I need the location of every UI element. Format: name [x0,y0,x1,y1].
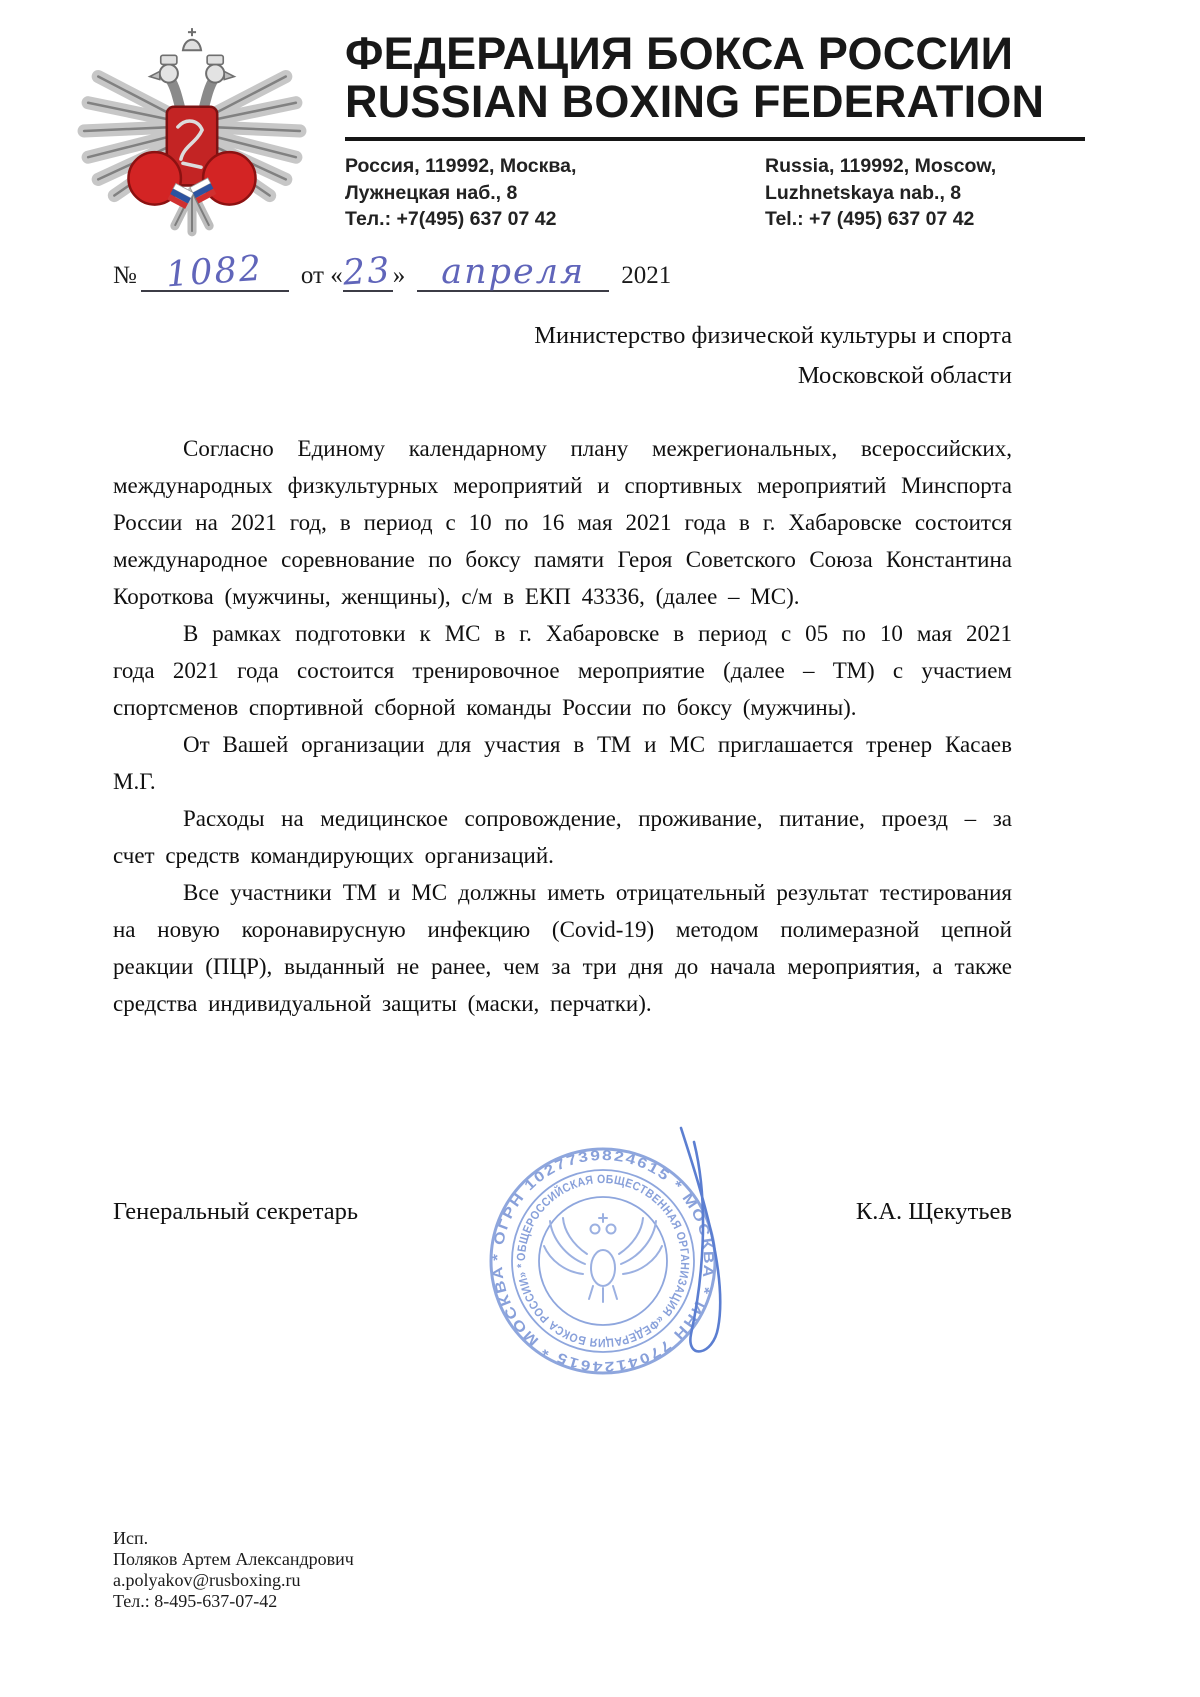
letter-number-field [141,248,289,296]
year-label: 2021 [621,262,672,289]
body-paragraph: В рамках подготовки к МС в г. Хабаровске в период с 05 по 10 мая 2021 года 2021 года состоится тренировочное мероприятие (далее – ТМ) с участием спортсменов спортивной сборной команды России по боксу (мужчины). [113,621,1012,720]
address-english [765,153,996,231]
executor-line: Тел.: 8-495-637-07-42 [113,1591,278,1611]
body-paragraph: Согласно Единому календарному плану межрегиональных, всероссийских, международных физкультурных мероприятий и спортивных мероприятий Минспорта России на 2021 год, в период с 10 по 16 мая 2021 года в г. Хабаровске состоится международное соревнование по боксу памяти Героя Советского Союза Константина Короткова (мужчины, женщины), с/м в ЕКП 43336, (далее – МС). [113,436,1012,609]
header-divider [345,137,1085,141]
address-line: Россия, 119992, Москва, [345,155,577,178]
addressee-line-2: Московской области [797,362,1012,389]
signatory-role: Генеральный секретарь [113,1198,359,1225]
handwritten-number: 1082 [165,248,265,296]
body-paragraph: От Вашей организации для участия в ТМ и МС приглашается тренер Касаев М.Г. [113,732,1012,794]
address-line: Тел.: +7(495) 637 07 42 [345,207,557,230]
body-paragraph: Расходы на медицинское сопровождение, проживание, питание, проезд – за счет средств командирующих организаций. [113,806,1012,868]
official-stamp [478,1126,798,1416]
org-title-ru: ФЕДЕРАЦИЯ БОКСА РОССИИ [345,28,1014,79]
handwritten-month: апреля [441,252,586,292]
org-title-en: RUSSIAN BOXING FEDERATION [345,75,1045,127]
boxing-federation-emblem-icon [72,24,312,244]
reference-line [113,242,672,296]
executor-block [113,1528,354,1612]
letter-body [113,430,1012,1022]
month-field [417,252,609,292]
address-line: Luzhnetskaya nab., 8 [765,181,962,204]
signatory-name: К.А. Щекутьев [855,1198,1012,1225]
executor-line: a.polyakov@rusboxing.ru [113,1570,301,1590]
handwritten-day: 23 [342,250,394,294]
masthead [345,30,1087,232]
executor-line: Поляков Артем Александрович [113,1549,354,1569]
number-sign: № [113,262,137,289]
stamp-inner-ring-text: ОБЩЕРОССИЙСКАЯ ОБЩЕСТВЕННАЯ ОРГАНИЗАЦИЯ «ФЕДЕРАЦИЯ БОКСА РОССИИ» * [513,1171,693,1351]
day-field [342,250,394,294]
address-line: Tel.: +7 (495) 637 07 42 [765,207,975,230]
address-russian [345,153,765,231]
executor-line: Исп. [113,1528,149,1548]
body-paragraph: Все участники ТМ и МС должны иметь отрицательный результат тестирования на новую коронавирусную инфекцию (Covid-19) методом полимеразной цепной реакции (ПЦР), выданный не ранее, чем за три дня до начала мероприятия, а также средства индивидуальной защиты (маски, перчатки). [113,880,1012,1016]
addressee-block [534,316,1012,396]
stamp-outer-ring-text: * ОГРН 1027739824615 * МОСКВА * ИНН 7704124615 * МОСКВА [488,1146,718,1376]
close-quote: » [392,262,406,289]
addressee-line-1: Министерство физической культуры и спорта [534,322,1012,349]
stamp-eagle-icon [544,1214,662,1302]
svg-text:ОБЩЕРОССИЙСКАЯ ОБЩЕСТВЕННАЯ ОР [514,1172,692,1350]
address-line: Russia, 119992, Moscow, [765,155,997,178]
from-label: от « [300,262,343,289]
address-line: Лужнецкая наб., 8 [345,181,518,204]
